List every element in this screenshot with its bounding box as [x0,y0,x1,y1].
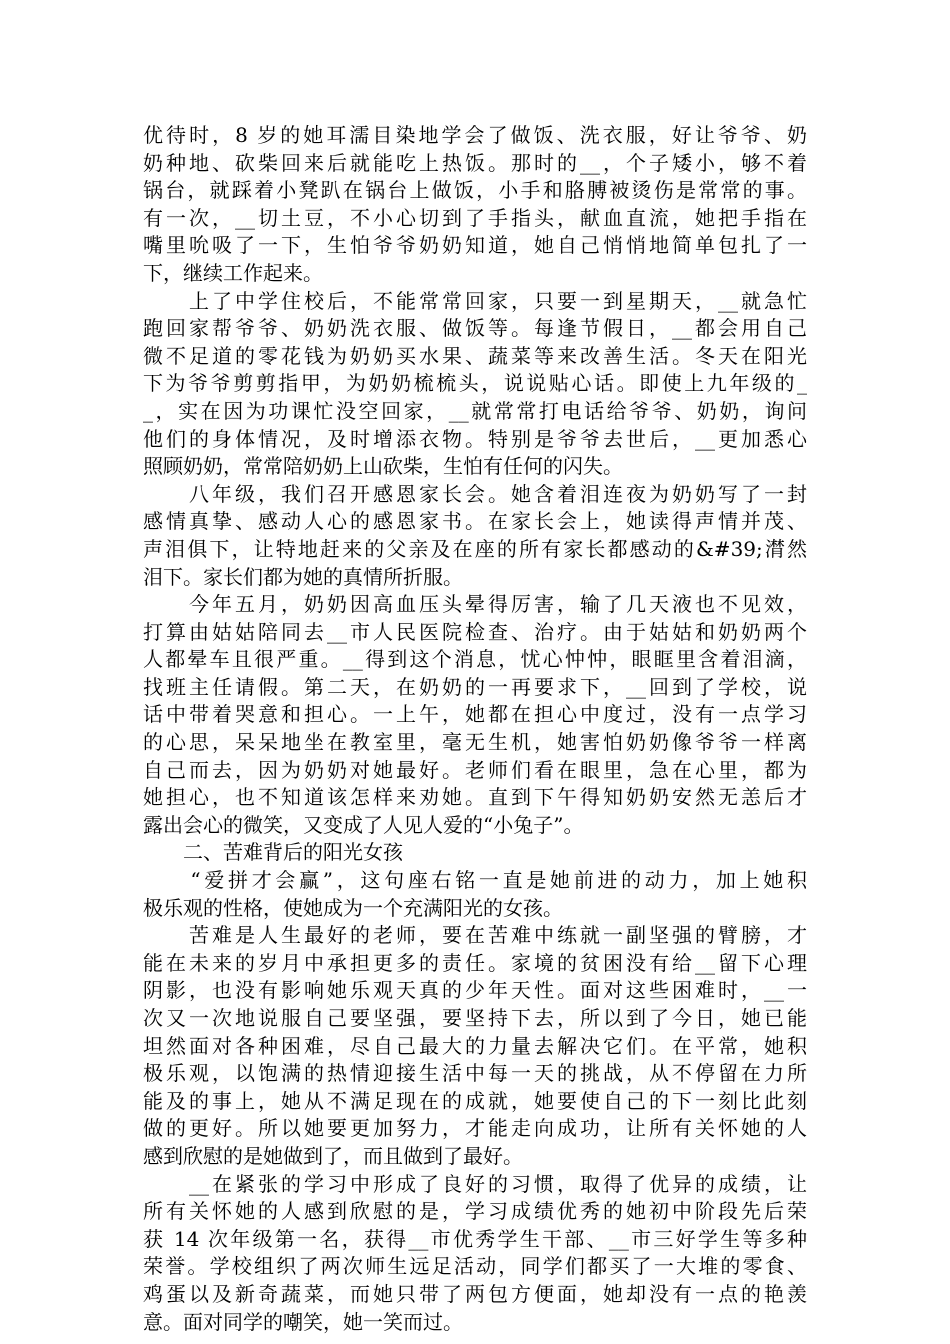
text-line: 话中带着哭意和担心。一上午，她都在担心中度过，没有一点学习 [143,702,807,727]
text-line: 微不足道的零花钱为奶奶买水果、蔬菜等来改善生活。冬天在阳光 [143,343,807,368]
text-line: 获 14 次年级第一名，获得__市优秀学生干部、__市三好学生等多种 [143,1226,807,1251]
text-line: 上了中学住校后，不能常常回家，只要一到星期天，__就急忙 [143,288,807,313]
paragraph [143,839,807,867]
paragraph [143,122,807,288]
text-line: 鸡蛋以及新奇蔬菜，而她只带了两包方便面，她却没有一点的艳羡 [143,1281,807,1306]
text-line: 荣誉。学校组织了两次师生远足活动，同学们都买了一大堆的零食、 [143,1254,807,1279]
paragraph [143,867,807,922]
text-line: 嘴里吮吸了一下，生怕爷爷奶奶知道，她自己悄悄地简单包扎了一 [143,233,807,258]
text-line: _，实在因为功课忙没空回家，__就常常打电话给爷爷、奶奶，询问 [143,398,807,423]
text-line: 有一次，__切土豆，不小心切到了手指头，献血直流，她把手指在 [143,205,807,230]
text-line: “爱拼才会赢”，这句座右铭一直是她前进的动力，加上她积 [143,868,807,893]
text-line: 打算由姑姑陪同去__市人民医院检查、治疗。由于姑姑和奶奶两个 [143,619,807,644]
text-line: 意。面对同学的嘲笑，她一笑而过。 [143,1309,463,1334]
paragraph [143,288,807,481]
text-line: 优待时，8 岁的她耳濡目染地学会了做饭、洗衣服，好让爷爷、奶 [143,123,807,147]
text-line: 能及的事上，她从不满足现在的成就，她要使自己的下一刻比此刻 [143,1088,807,1113]
text-line: 泪下。家长们都为她的真情所折服。 [143,564,463,589]
text-line: 找班主任请假。第二天，在奶奶的一再要求下，__回到了学校，说 [143,674,807,699]
text-line: 感到欣慰的是她做到了，而且做到了最好。 [143,1143,523,1168]
text-line: 二、苦难背后的阳光女孩 [143,840,403,865]
document-body [143,122,807,1336]
text-line: 人都晕车且很严重。__得到这个消息，忧心忡忡，眼眶里含着泪滴， [143,647,807,672]
paragraph [143,481,807,591]
paragraph [143,1171,807,1337]
text-line: 所有关怀她的人感到欣慰的是，学习成绩优秀的她初中阶段先后荣 [143,1199,807,1224]
text-line: 下，继续工作起来。 [143,260,323,285]
text-line: 阴影，也没有影响她乐观天真的少年天性。面对这些困难时，__一 [143,978,807,1003]
text-line: 能在未来的岁月中承担更多的责任。家境的贫困没有给__留下心理 [143,950,807,975]
text-line: 她担心，也不知道该怎样来劝她。直到下午得知奶奶安然无恙后才 [143,785,807,810]
text-line: 声泪俱下，让特地赶来的父亲及在座的所有家长都感动的&#39;潸然 [143,536,807,561]
text-line: 次又一次地说服自己要坚强，要坚持下去，所以到了今日，她已能 [143,1006,807,1030]
text-line: 下为爷爷剪剪指甲，为奶奶梳梳头，说说贴心话。即使上九年级的_ [143,371,807,396]
text-line: 今年五月，奶奶因高血压头晕得厉害，输了几天液也不见效， [143,592,807,617]
text-line: 坦然面对各种困难，尽自己最大的力量去解决它们。在平常，她积 [143,1033,807,1058]
text-line: 照顾奶奶，常常陪奶奶上山砍柴，生怕有任何的闪失。 [143,454,623,479]
text-line: 八年级，我们召开感恩家长会。她含着泪连夜为奶奶写了一封 [143,481,807,506]
text-line: 极乐观的性格，使她成为一个充满阳光的女孩。 [143,895,563,920]
text-line: __在紧张的学习中形成了良好的习惯，取得了优异的成绩，让 [143,1171,807,1196]
text-line: 感情真挚、感动人心的感恩家书。在家长会上，她读得声情并茂、 [143,509,807,534]
text-line: 做的更好。所以她要更加努力，才能走向成功，让所有关怀她的人 [143,1116,807,1141]
text-line: 奶种地、砍柴回来后就能吃上热饭。那时的__，个子矮小，够不着 [143,150,807,175]
text-line: 极乐观，以饱满的热情迎接生活中每一天的挑战，从不停留在力所 [143,1061,807,1086]
text-line: 他们的身体情况，及时增添衣物。特别是爷爷去世后，__更加悉心 [143,426,807,451]
paragraph [143,922,807,1170]
text-line: 锅台，就踩着小凳趴在锅台上做饭，小手和胳膊被烫伤是常常的事。 [143,178,807,203]
text-line: 跑回家帮爷爷、奶奶洗衣服、做饭等。每逢节假日，__都会用自己 [143,316,807,341]
text-line: 露出会心的微笑，又变成了人见人爱的“小兔子”。 [143,812,584,837]
text-line: 苦难是人生最好的老师，要在苦难中练就一副坚强的臂膀，才 [143,923,807,948]
text-line: 自己而去，因为奶奶对她最好。老师们看在眼里，急在心里，都为 [143,757,807,782]
paragraph [143,591,807,839]
text-line: 的心思，呆呆地坐在教室里，毫无生机，她害怕奶奶像爷爷一样离 [143,730,807,755]
